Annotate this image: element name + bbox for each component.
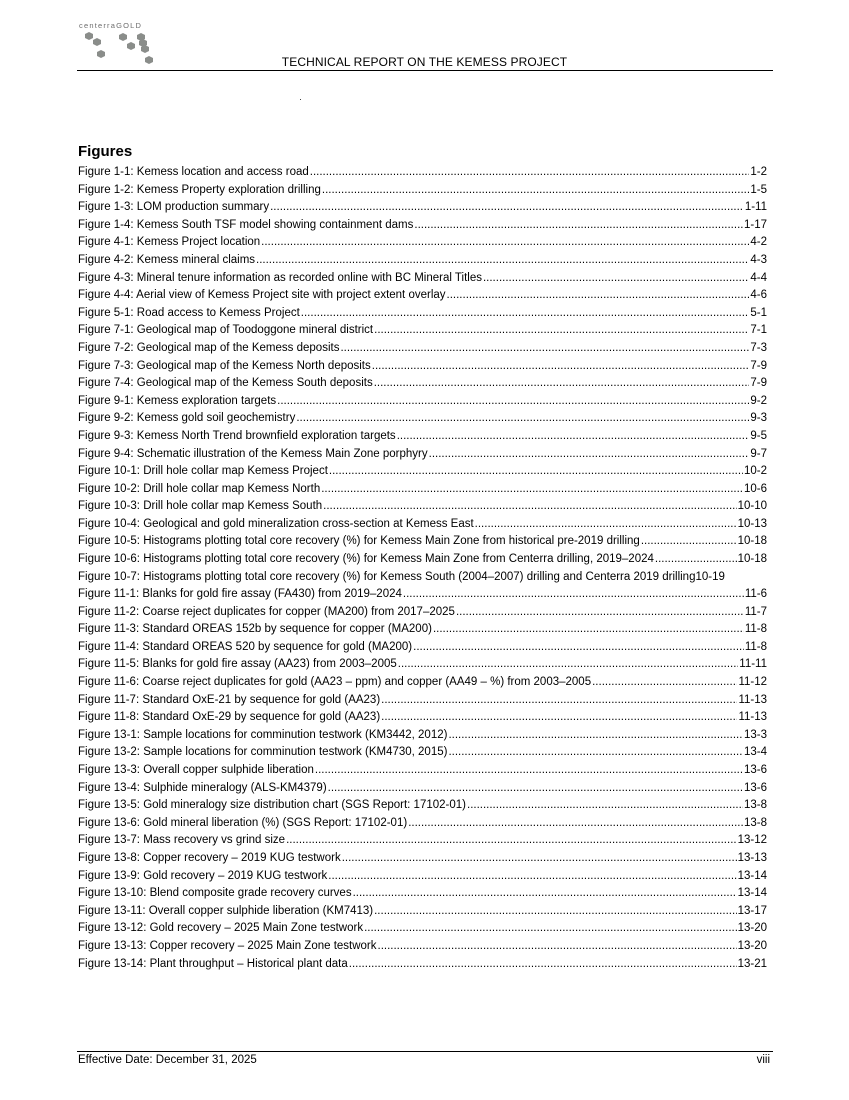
figure-title: Figure 4-2: Kemess mineral claims [78, 253, 256, 266]
figure-entry[interactable] [78, 762, 767, 780]
figure-page-number: 11-8 [744, 623, 767, 636]
figure-title: Figure 13-14: Plant throughput – Historical plant data [78, 957, 348, 970]
figure-page-number: 11-13 [738, 693, 767, 706]
figure-title: Figure 10-1: Drill hole collar map Kemess Project [78, 465, 328, 478]
figure-title: Figure 13-5: Gold mineralogy size distribution chart (SGS Report: 17102-01) [78, 799, 466, 812]
figure-title: Figure 4-3: Mineral tenure information as recorded online with BC Mineral Titles [78, 271, 482, 284]
figure-page-number: 13-13 [737, 851, 767, 864]
figure-title: Figure 11-7: Standard OxE-21 by sequence for gold (AA23) [78, 693, 381, 706]
figure-page-number: 4-2 [750, 236, 767, 249]
figure-title: Figure 5-1: Road access to Kemess Project [78, 306, 300, 319]
figure-title: Figure 13-8: Copper recovery – 2019 KUG testwork [78, 851, 341, 864]
figure-entry[interactable] [78, 498, 767, 516]
list-of-figures [78, 164, 767, 973]
figure-page-number: 10-2 [743, 465, 767, 478]
figure-entry[interactable] [78, 639, 767, 657]
figure-entry[interactable] [78, 709, 767, 727]
dot-leader [301, 305, 750, 323]
figure-title: Figure 10-7: Histograms plotting total core recovery (%) for Kemess South (2004–2007) drilling and Centerra 2019 drilling [78, 570, 696, 583]
figure-title: Figure 9-4: Schematic illustration of the Kemess Main Zone porphyry [78, 447, 428, 460]
figure-page-number: 13-14 [737, 869, 767, 882]
footer-divider [77, 1051, 773, 1052]
dot-leader [433, 621, 744, 639]
dot-leader [374, 322, 749, 340]
figure-entry[interactable] [78, 850, 767, 868]
figure-title: Figure 10-6: Histograms plotting total core recovery (%) for Kemess Main Zone from Centerra drilling, 2019–2024 [78, 553, 654, 566]
figure-page-number: 11-13 [738, 711, 767, 724]
figure-entry[interactable] [78, 270, 767, 288]
dot-leader [256, 252, 749, 270]
figure-entry[interactable] [78, 938, 767, 956]
figures-heading: Figures [78, 143, 133, 160]
figure-page-number: 5-1 [750, 306, 767, 319]
figure-entry[interactable] [78, 533, 767, 551]
figure-page-number: 11-8 [744, 640, 767, 653]
figure-entry[interactable] [78, 322, 767, 340]
figure-page-number: 1-2 [750, 166, 767, 178]
figure-page-number: 10-18 [737, 553, 767, 566]
figure-entry[interactable] [78, 375, 767, 393]
figure-page-number: 13-21 [737, 957, 767, 970]
figure-page-number: 4-4 [750, 271, 767, 284]
figure-entry[interactable] [78, 903, 767, 921]
figure-page-number: 4-3 [750, 253, 767, 266]
figure-title: Figure 13-11: Overall copper sulphide liberation (KM7413) [78, 904, 374, 917]
figure-page-number: 13-20 [737, 939, 767, 952]
dot-leader [328, 780, 743, 798]
figure-entry[interactable] [78, 727, 767, 745]
figure-entry[interactable] [78, 393, 767, 411]
figure-entry[interactable] [78, 571, 767, 584]
dot-leader [641, 533, 737, 551]
figure-page-number: 13-14 [737, 887, 767, 900]
figure-page-number: 10-13 [737, 517, 767, 530]
figure-title: Figure 13-1: Sample locations for comminution testwork (KM3442, 2012) [78, 728, 448, 741]
figure-page-number: 11-6 [744, 588, 767, 601]
figure-page-number: 9-7 [750, 447, 767, 460]
dot-leader [592, 674, 737, 692]
figure-page-number: 10-10 [737, 500, 767, 513]
figure-page-number: 11-12 [738, 676, 767, 689]
figure-entry[interactable] [78, 692, 767, 710]
dot-leader [397, 428, 750, 446]
dot-leader [374, 375, 750, 393]
figure-page-number: 13-8 [743, 816, 767, 829]
figure-title: Figure 11-3: Standard OREAS 152b by sequence for copper (MA200) [78, 623, 432, 636]
dot-leader [403, 586, 744, 604]
figure-entry[interactable] [78, 305, 767, 323]
figure-entry[interactable] [78, 832, 767, 850]
figure-page-number: 10-6 [743, 482, 767, 495]
figure-page-number: 4-6 [750, 289, 767, 302]
figure-entry[interactable] [78, 868, 767, 886]
dot-leader [413, 639, 744, 657]
stray-mark [300, 99, 301, 100]
dot-leader [349, 956, 737, 974]
dot-leader [323, 498, 736, 516]
dot-leader [321, 481, 743, 499]
figure-entry[interactable] [78, 744, 767, 762]
page-number: viii [756, 1054, 770, 1066]
dot-leader [329, 463, 743, 481]
dot-leader [372, 358, 750, 376]
figure-title: Figure 13-6: Gold mineral liberation (%) (SGS Report: 17102-01) [78, 816, 408, 829]
figure-entry[interactable] [78, 956, 767, 974]
figure-page-number: 13-8 [743, 799, 767, 812]
figure-entry[interactable] [78, 252, 767, 270]
figure-entry[interactable] [78, 885, 767, 903]
figure-entry[interactable] [78, 340, 767, 358]
figure-page-number: 13-17 [737, 904, 767, 917]
report-title: TECHNICAL REPORT ON THE KEMESS PROJECT [281, 55, 568, 69]
figure-title: Figure 13-3: Overall copper sulphide liberation [78, 764, 314, 776]
dot-leader [448, 727, 743, 745]
dot-leader [340, 340, 749, 358]
figure-title: Figure 4-1: Kemess Project location [78, 236, 261, 249]
header-divider [77, 70, 773, 71]
figure-entry[interactable] [78, 463, 767, 481]
logo-wordmark: centerraGOLD [79, 21, 143, 30]
figure-title: Figure 7-2: Geological map of the Kemess deposits [78, 341, 340, 354]
dot-leader [408, 815, 743, 833]
dot-leader [328, 868, 736, 886]
figure-title: Figure 11-5: Blanks for gold fire assay (AA23) from 2003–2005 [78, 658, 397, 671]
figure-entry[interactable] [78, 604, 767, 622]
dot-leader [483, 270, 749, 288]
figure-title: Figure 11-6: Coarse reject duplicates for gold (AA23 – ppm) and copper (AA49 – %) from 2003–2005 [78, 676, 592, 689]
dot-leader [475, 516, 737, 534]
dot-leader [378, 938, 737, 956]
figure-title: Figure 13-7: Mass recovery vs grind size [78, 834, 286, 847]
figure-title: Figure 11-4: Standard OREAS 520 by sequence for gold (MA200) [78, 640, 413, 653]
figure-title: Figure 13-4: Sulphide mineralogy (ALS-KM4379) [78, 781, 327, 794]
figure-title: Figure 13-9: Gold recovery – 2019 KUG testwork [78, 869, 328, 882]
figure-entry[interactable] [78, 586, 767, 604]
figure-title: Figure 10-5: Histograms plotting total core recovery (%) for Kemess Main Zone from historical pre-2019 drilling [78, 535, 640, 548]
dot-leader [310, 164, 750, 182]
figure-entry[interactable] [78, 656, 767, 674]
figure-entry[interactable] [78, 920, 767, 938]
figure-page-number: 13-4 [743, 746, 767, 759]
figure-entry[interactable] [78, 797, 767, 815]
figure-page-number: 13-3 [743, 728, 767, 741]
figure-page-number: 7-9 [750, 359, 767, 372]
figure-entry[interactable] [78, 358, 767, 376]
figure-page-number: 13-12 [737, 834, 767, 847]
figure-title: Figure 1-4: Kemess South TSF model showing containment dams [78, 218, 414, 231]
figure-page-number: 10-18 [737, 535, 767, 548]
figure-page-number: 11-7 [744, 605, 767, 618]
figure-title: Figure 1-1: Kemess location and access road [78, 166, 309, 178]
figure-entry[interactable] [78, 182, 767, 200]
figure-title: Figure 4-4: Aerial view of Kemess Project site with project extent overlay [78, 289, 446, 302]
figure-page-number: 11-11 [739, 658, 767, 671]
figure-title: Figure 13-2: Sample locations for comminution testwork (KM4730, 2015) [78, 746, 448, 759]
figure-page-number: 1-11 [744, 201, 767, 214]
figure-title: Figure 13-13: Copper recovery – 2025 Main Zone testwork [78, 939, 377, 952]
figure-entry[interactable] [78, 199, 767, 217]
dot-leader [364, 920, 736, 938]
figure-title: Figure 1-3: LOM production summary [78, 201, 270, 214]
figure-page-number: 13-6 [743, 764, 767, 776]
figure-title: Figure 9-3: Kemess North Trend brownfield exploration targets [78, 429, 396, 442]
figure-entry[interactable] [78, 410, 767, 428]
dot-leader [447, 287, 750, 305]
dot-leader [277, 393, 749, 411]
dot-leader [270, 199, 744, 217]
figure-page-number: 9-3 [750, 412, 767, 425]
figure-page-number: 1-5 [750, 183, 767, 196]
figure-page-number: 7-1 [750, 324, 767, 337]
figure-title: Figure 11-1: Blanks for gold fire assay (FA430) from 2019–2024 [78, 588, 402, 601]
figure-entry[interactable] [78, 780, 767, 798]
figure-entry[interactable] [78, 164, 767, 182]
figure-page-number: 9-2 [750, 394, 767, 407]
dot-leader [342, 850, 737, 868]
dot-leader [286, 832, 737, 850]
figure-title: Figure 11-2: Coarse reject duplicates for copper (MA200) from 2017–2025 [78, 605, 455, 618]
dot-leader [448, 744, 743, 762]
dot-leader [381, 692, 737, 710]
figure-title: Figure 11-8: Standard OxE-29 by sequence for gold (AA23) [78, 711, 381, 724]
dot-leader [296, 410, 749, 428]
figure-entry[interactable] [78, 217, 767, 235]
figure-title: Figure 13-10: Blend composite grade recovery curves [78, 887, 352, 900]
figure-page-number: 1-17 [743, 218, 767, 231]
dot-leader [315, 762, 743, 780]
figure-title: Figure 7-4: Geological map of the Kemess South deposits [78, 377, 373, 390]
figure-title: Figure 7-3: Geological map of the Kemess North deposits [78, 359, 371, 372]
figure-page-number: 7-3 [750, 341, 767, 354]
figure-entry[interactable] [78, 234, 767, 252]
figure-title: Figure 9-1: Kemess exploration targets [78, 394, 277, 407]
figure-title: Figure 10-3: Drill hole collar map Kemess South [78, 500, 323, 513]
dot-leader [429, 446, 750, 464]
figure-entry[interactable] [78, 674, 767, 692]
figure-title: Figure 10-2: Drill hole collar map Kemess North [78, 482, 321, 495]
dot-leader [353, 885, 737, 903]
figure-entry[interactable] [78, 481, 767, 499]
figure-entry[interactable] [78, 516, 767, 534]
dot-leader [381, 709, 737, 727]
figure-page-number: 7-9 [750, 377, 767, 390]
figure-title: Figure 7-1: Geological map of Toodoggone mineral district [78, 324, 374, 337]
dot-leader [322, 182, 749, 200]
figure-entry[interactable] [78, 446, 767, 464]
figure-entry[interactable] [78, 287, 767, 305]
figure-page-number: 9-5 [750, 429, 767, 442]
dot-leader [398, 656, 739, 674]
figure-page-number: 10-19 [695, 570, 725, 583]
dot-leader [414, 217, 743, 235]
dot-leader [467, 797, 743, 815]
dot-leader [655, 551, 737, 569]
figure-title: Figure 1-2: Kemess Property exploration drilling [78, 183, 321, 196]
figure-entry[interactable] [78, 428, 767, 446]
dot-leader [374, 903, 736, 921]
figure-entry[interactable] [78, 621, 767, 639]
figure-entry[interactable] [78, 551, 767, 569]
dot-leader [456, 604, 744, 622]
figure-page-number: 13-6 [743, 781, 767, 794]
figure-title: Figure 13-12: Gold recovery – 2025 Main Zone testwork [78, 922, 364, 935]
dot-leader [261, 234, 749, 252]
figure-title: Figure 10-4: Geological and gold mineralization cross-section at Kemess East [78, 517, 474, 530]
figure-page-number: 13-20 [737, 922, 767, 935]
figure-entry[interactable] [78, 815, 767, 833]
figure-title: Figure 9-2: Kemess gold soil geochemistry [78, 412, 296, 425]
effective-date: Effective Date: December 31, 2025 [78, 1054, 257, 1066]
